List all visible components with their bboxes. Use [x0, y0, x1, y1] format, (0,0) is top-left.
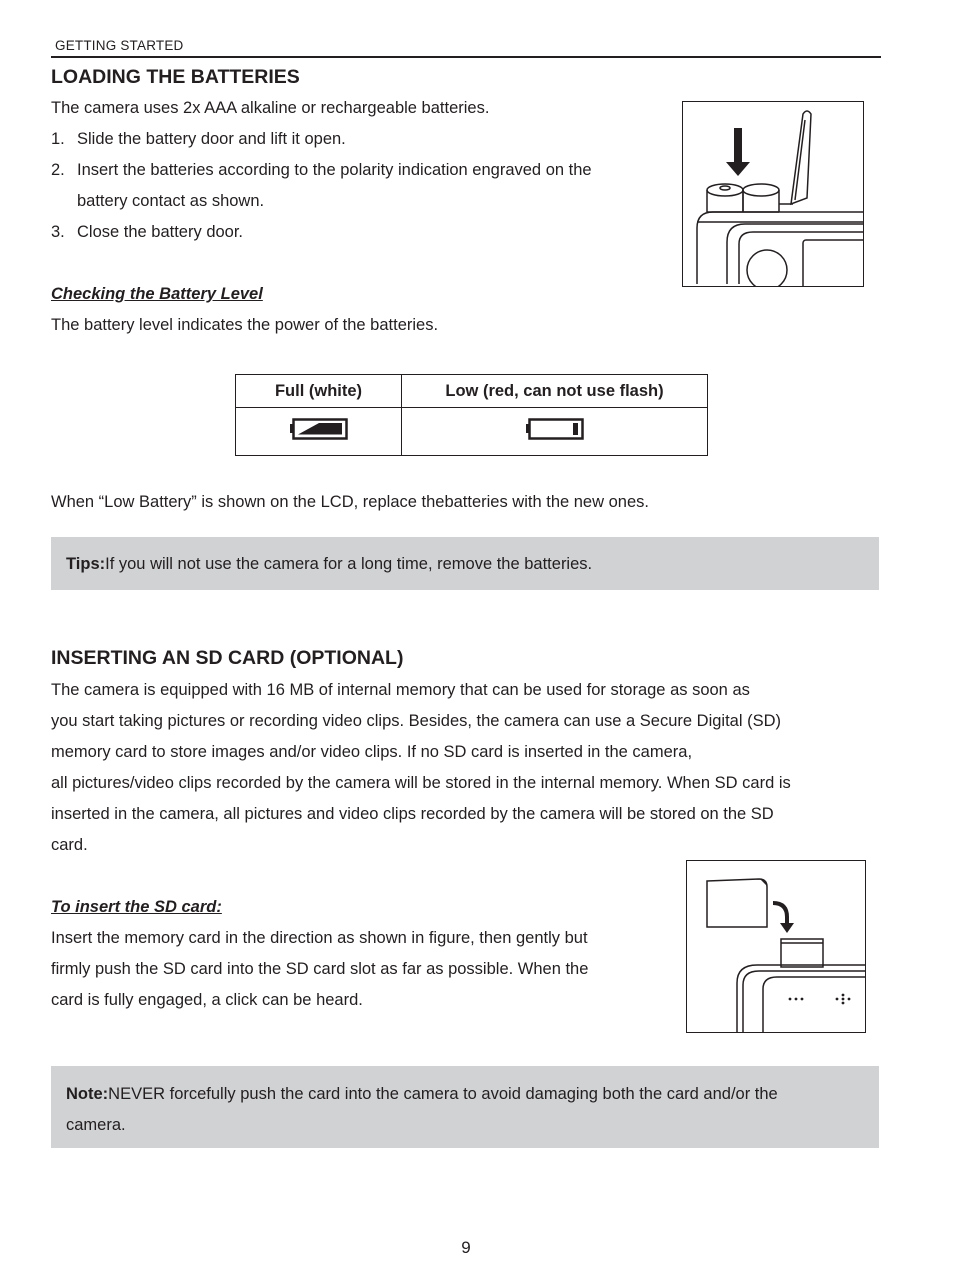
instruction-line: firmly push the SD card into the SD card slot as far as possible. When the	[51, 960, 589, 978]
step-number: 3.	[51, 223, 65, 241]
sd-card-insert-illustration	[686, 860, 866, 1033]
section-title-loading-batteries: LOADING THE BATTERIES	[51, 66, 300, 88]
header-low: Low (red, can not use flash)	[402, 375, 708, 408]
sd-card-drawing	[687, 861, 866, 1033]
battery-low-icon	[525, 418, 585, 440]
note-line-2: camera.	[66, 1116, 126, 1134]
tips-text: If you will not use the camera for a long time, remove the batteries.	[105, 555, 593, 573]
instruction-line: card is fully engaged, a click can be heard.	[51, 991, 363, 1009]
page-number: 9	[461, 1238, 471, 1257]
step-number: 1.	[51, 130, 65, 148]
arrow-down-shaft	[734, 128, 742, 164]
battery-level-table	[235, 374, 708, 456]
step-2	[51, 161, 592, 180]
note-label: Note:	[66, 1085, 109, 1103]
note-box	[51, 1066, 879, 1148]
indicator-dots	[789, 994, 851, 1005]
paragraph-line: you start taking pictures or recording video clips. Besides, the camera can use a Secure Digital (SD)	[51, 712, 782, 730]
instruction-line: Insert the memory card in the direction as shown in figure, then gently but	[51, 929, 588, 947]
running-header: GETTING STARTED	[55, 38, 184, 53]
paragraph-line: The camera is equipped with 16 MB of internal memory that can be used for storage as soon as	[51, 681, 750, 699]
batteries-intro: The camera uses 2x AAA alkaline or rechargeable batteries.	[51, 99, 490, 117]
paragraph-line: all pictures/video clips recorded by the camera will be stored in the internal memory. When SD card is	[51, 774, 791, 792]
note-text: NEVER forcefully push the card into the camera to avoid damaging both the card and/or the	[108, 1085, 778, 1103]
step-text: Insert the batteries according to the polarity indication engraved on the	[77, 161, 592, 179]
battery-door-drawing	[683, 102, 864, 287]
step-text: Slide the battery door and lift it open.	[77, 130, 346, 148]
table-header-row	[236, 375, 708, 408]
section-title-sd-card: INSERTING AN SD CARD (OPTIONAL)	[51, 647, 404, 669]
paragraph-line: memory card to store images and/or video clips. If no SD card is inserted in the camera,	[51, 743, 693, 761]
low-battery-note: When “Low Battery” is shown on the LCD, replace thebatteries with the new ones.	[51, 493, 649, 511]
tips-box	[51, 537, 879, 590]
cell-low-icon	[402, 408, 708, 456]
note-line-1	[66, 1079, 879, 1110]
curved-arrow-shaft	[773, 903, 787, 925]
curved-arrow-icon	[780, 923, 794, 933]
header-full: Full (white)	[236, 375, 402, 408]
battery-door-illustration	[682, 101, 864, 287]
step-number: 2.	[51, 161, 65, 179]
paragraph-line: card.	[51, 836, 88, 854]
arrow-down-icon	[726, 162, 750, 176]
cell-full-icon	[236, 408, 402, 456]
step-3	[51, 223, 243, 242]
battery-full-icon	[289, 418, 349, 440]
subtitle-insert-sd: To insert the SD card:	[51, 898, 222, 916]
step-text: Close the battery door.	[77, 223, 244, 241]
step-2-continued: battery contact as shown.	[77, 192, 265, 210]
subtitle-battery-level: Checking the Battery Level	[51, 285, 263, 303]
header-rule	[51, 56, 881, 58]
paragraph-line: inserted in the camera, all pictures and video clips recorded by the camera will be stored on the SD	[51, 805, 774, 823]
step-1	[51, 130, 346, 149]
table-row	[236, 408, 708, 456]
tips-label: Tips:	[66, 555, 106, 573]
battery-level-description: The battery level indicates the power of the batteries.	[51, 316, 439, 334]
